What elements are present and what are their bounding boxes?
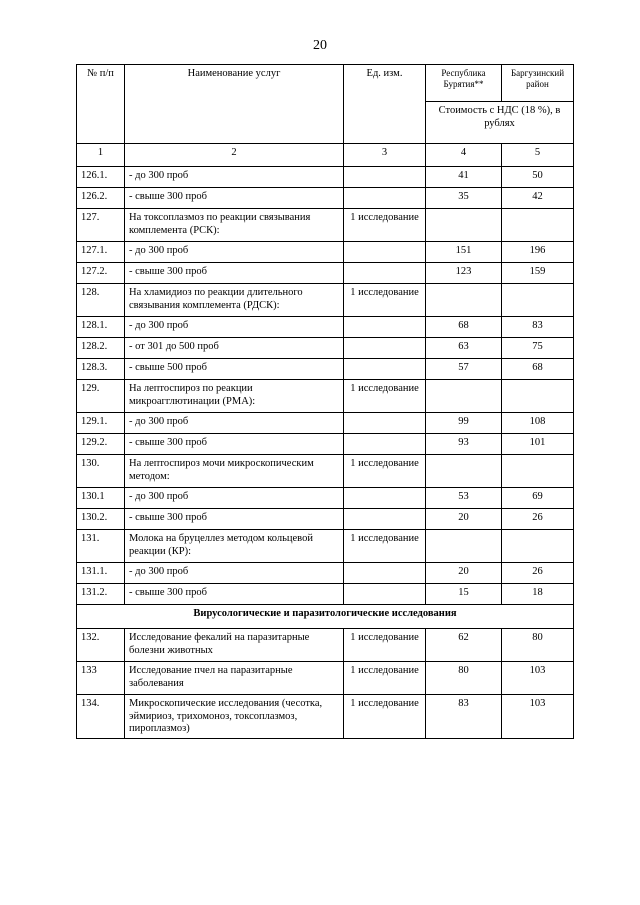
service-name: - свыше 300 проб bbox=[125, 434, 344, 455]
service-name: На токсоплазмоз по реакции связывания комплемента (РСК): bbox=[125, 209, 344, 242]
table-row bbox=[77, 338, 574, 359]
price-barguzin: 196 bbox=[502, 242, 574, 263]
unit-cell bbox=[344, 509, 426, 530]
price-barguzin bbox=[502, 530, 574, 563]
unit-cell: 1 исследование bbox=[344, 629, 426, 662]
index-cell: 4 bbox=[426, 144, 502, 167]
table-row bbox=[77, 188, 574, 209]
header-num: № п/п bbox=[77, 65, 125, 144]
price-buryatia bbox=[426, 284, 502, 317]
row-number: 130. bbox=[77, 455, 125, 488]
unit-cell bbox=[344, 167, 426, 188]
row-number: 129.2. bbox=[77, 434, 125, 455]
price-barguzin: 103 bbox=[502, 695, 574, 739]
row-number: 126.2. bbox=[77, 188, 125, 209]
price-buryatia: 123 bbox=[426, 263, 502, 284]
price-barguzin bbox=[502, 380, 574, 413]
price-buryatia: 41 bbox=[426, 167, 502, 188]
header-col5: Баргузинский район bbox=[502, 65, 574, 102]
table-row bbox=[77, 317, 574, 338]
section-row bbox=[77, 605, 574, 629]
price-barguzin: 75 bbox=[502, 338, 574, 359]
price-table bbox=[76, 64, 574, 739]
price-barguzin: 26 bbox=[502, 563, 574, 584]
table-row bbox=[77, 455, 574, 488]
unit-cell bbox=[344, 338, 426, 359]
table-row bbox=[77, 563, 574, 584]
price-buryatia: 63 bbox=[426, 338, 502, 359]
unit-cell bbox=[344, 413, 426, 434]
table-row bbox=[77, 413, 574, 434]
unit-cell: 1 исследование bbox=[344, 455, 426, 488]
service-name: Молока на бруцеллез методом кольцевой реакции (КР): bbox=[125, 530, 344, 563]
unit-cell bbox=[344, 317, 426, 338]
unit-cell bbox=[344, 242, 426, 263]
row-number: 128.2. bbox=[77, 338, 125, 359]
row-number: 132. bbox=[77, 629, 125, 662]
price-barguzin: 68 bbox=[502, 359, 574, 380]
price-barguzin: 80 bbox=[502, 629, 574, 662]
service-name: - от 301 до 500 проб bbox=[125, 338, 344, 359]
price-buryatia: 20 bbox=[426, 509, 502, 530]
header-name: Наименование услуг bbox=[125, 65, 344, 144]
price-buryatia: 15 bbox=[426, 584, 502, 605]
price-buryatia: 20 bbox=[426, 563, 502, 584]
row-number: 128.1. bbox=[77, 317, 125, 338]
table-row bbox=[77, 434, 574, 455]
row-number: 131.1. bbox=[77, 563, 125, 584]
table-row bbox=[77, 263, 574, 284]
price-buryatia: 80 bbox=[426, 662, 502, 695]
service-name: - до 300 проб bbox=[125, 413, 344, 434]
header-cost: Стоимость с НДС (18 %), в рублях bbox=[426, 102, 574, 144]
price-barguzin: 42 bbox=[502, 188, 574, 209]
price-barguzin: 50 bbox=[502, 167, 574, 188]
table-row bbox=[77, 359, 574, 380]
service-name: - до 300 проб bbox=[125, 488, 344, 509]
unit-cell: 1 исследование bbox=[344, 284, 426, 317]
service-name: - свыше 300 проб bbox=[125, 509, 344, 530]
price-buryatia: 68 bbox=[426, 317, 502, 338]
price-buryatia: 35 bbox=[426, 188, 502, 209]
price-buryatia: 53 bbox=[426, 488, 502, 509]
header-unit: Ед. изм. bbox=[344, 65, 426, 144]
table-row bbox=[77, 242, 574, 263]
price-barguzin: 69 bbox=[502, 488, 574, 509]
section-title: Вирусологические и паразитологические исследования bbox=[77, 605, 574, 629]
service-name: На лептоспироз по реакции микроагглютинации (РМА): bbox=[125, 380, 344, 413]
header-row bbox=[77, 65, 574, 102]
row-number: 133 bbox=[77, 662, 125, 695]
price-barguzin: 83 bbox=[502, 317, 574, 338]
price-barguzin bbox=[502, 455, 574, 488]
service-name: Исследование фекалий на паразитарные болезни животных bbox=[125, 629, 344, 662]
unit-cell: 1 исследование bbox=[344, 380, 426, 413]
price-barguzin: 103 bbox=[502, 662, 574, 695]
price-buryatia: 151 bbox=[426, 242, 502, 263]
service-name: Микроскопические исследования (чесотка, эймириоз, трихомоноз, токсоплазмоз, пироплазмоз) bbox=[125, 695, 344, 739]
price-buryatia bbox=[426, 455, 502, 488]
row-number: 128.3. bbox=[77, 359, 125, 380]
row-number: 131.2. bbox=[77, 584, 125, 605]
service-name: На лептоспироз мочи микроскопическим методом: bbox=[125, 455, 344, 488]
price-buryatia: 62 bbox=[426, 629, 502, 662]
price-barguzin: 26 bbox=[502, 509, 574, 530]
unit-cell bbox=[344, 263, 426, 284]
service-name: - до 300 проб bbox=[125, 317, 344, 338]
row-number: 127. bbox=[77, 209, 125, 242]
row-number: 127.2. bbox=[77, 263, 125, 284]
price-barguzin bbox=[502, 284, 574, 317]
service-name: - свыше 300 проб bbox=[125, 263, 344, 284]
index-row bbox=[77, 144, 574, 167]
header-col4: Республика Бурятия** bbox=[426, 65, 502, 102]
table-row bbox=[77, 530, 574, 563]
row-number: 130.2. bbox=[77, 509, 125, 530]
service-name: Исследование пчел на паразитарные заболевания bbox=[125, 662, 344, 695]
row-number: 130.1 bbox=[77, 488, 125, 509]
service-name: - свыше 500 проб bbox=[125, 359, 344, 380]
service-name: На хламидиоз по реакции длительного связывания комплемента (РДСК): bbox=[125, 284, 344, 317]
table-row bbox=[77, 488, 574, 509]
price-buryatia: 57 bbox=[426, 359, 502, 380]
table-row bbox=[77, 662, 574, 695]
unit-cell bbox=[344, 488, 426, 509]
table-row bbox=[77, 380, 574, 413]
unit-cell bbox=[344, 563, 426, 584]
index-cell: 3 bbox=[344, 144, 426, 167]
unit-cell bbox=[344, 359, 426, 380]
service-name: - свыше 300 проб bbox=[125, 584, 344, 605]
unit-cell bbox=[344, 584, 426, 605]
unit-cell: 1 исследование bbox=[344, 209, 426, 242]
price-barguzin: 159 bbox=[502, 263, 574, 284]
price-buryatia bbox=[426, 530, 502, 563]
service-name: - до 300 проб bbox=[125, 167, 344, 188]
price-buryatia: 99 bbox=[426, 413, 502, 434]
service-name: - до 300 проб bbox=[125, 242, 344, 263]
table-row bbox=[77, 209, 574, 242]
unit-cell bbox=[344, 434, 426, 455]
price-buryatia: 83 bbox=[426, 695, 502, 739]
price-barguzin bbox=[502, 209, 574, 242]
price-buryatia bbox=[426, 380, 502, 413]
price-buryatia bbox=[426, 209, 502, 242]
unit-cell: 1 исследование bbox=[344, 530, 426, 563]
row-number: 127.1. bbox=[77, 242, 125, 263]
row-number: 134. bbox=[77, 695, 125, 739]
row-number: 126.1. bbox=[77, 167, 125, 188]
table-row bbox=[77, 284, 574, 317]
index-cell: 2 bbox=[125, 144, 344, 167]
service-name: - свыше 300 проб bbox=[125, 188, 344, 209]
table-row bbox=[77, 509, 574, 530]
price-barguzin: 108 bbox=[502, 413, 574, 434]
unit-cell: 1 исследование bbox=[344, 662, 426, 695]
row-number: 131. bbox=[77, 530, 125, 563]
service-name: - до 300 проб bbox=[125, 563, 344, 584]
row-number: 129. bbox=[77, 380, 125, 413]
unit-cell bbox=[344, 188, 426, 209]
index-cell: 1 bbox=[77, 144, 125, 167]
price-barguzin: 101 bbox=[502, 434, 574, 455]
price-barguzin: 18 bbox=[502, 584, 574, 605]
unit-cell: 1 исследование bbox=[344, 695, 426, 739]
row-number: 129.1. bbox=[77, 413, 125, 434]
table-row bbox=[77, 629, 574, 662]
index-cell: 5 bbox=[502, 144, 574, 167]
table-row bbox=[77, 584, 574, 605]
row-number: 128. bbox=[77, 284, 125, 317]
table-row bbox=[77, 695, 574, 739]
table-row bbox=[77, 167, 574, 188]
price-buryatia: 93 bbox=[426, 434, 502, 455]
page-number: 20 bbox=[313, 38, 327, 53]
